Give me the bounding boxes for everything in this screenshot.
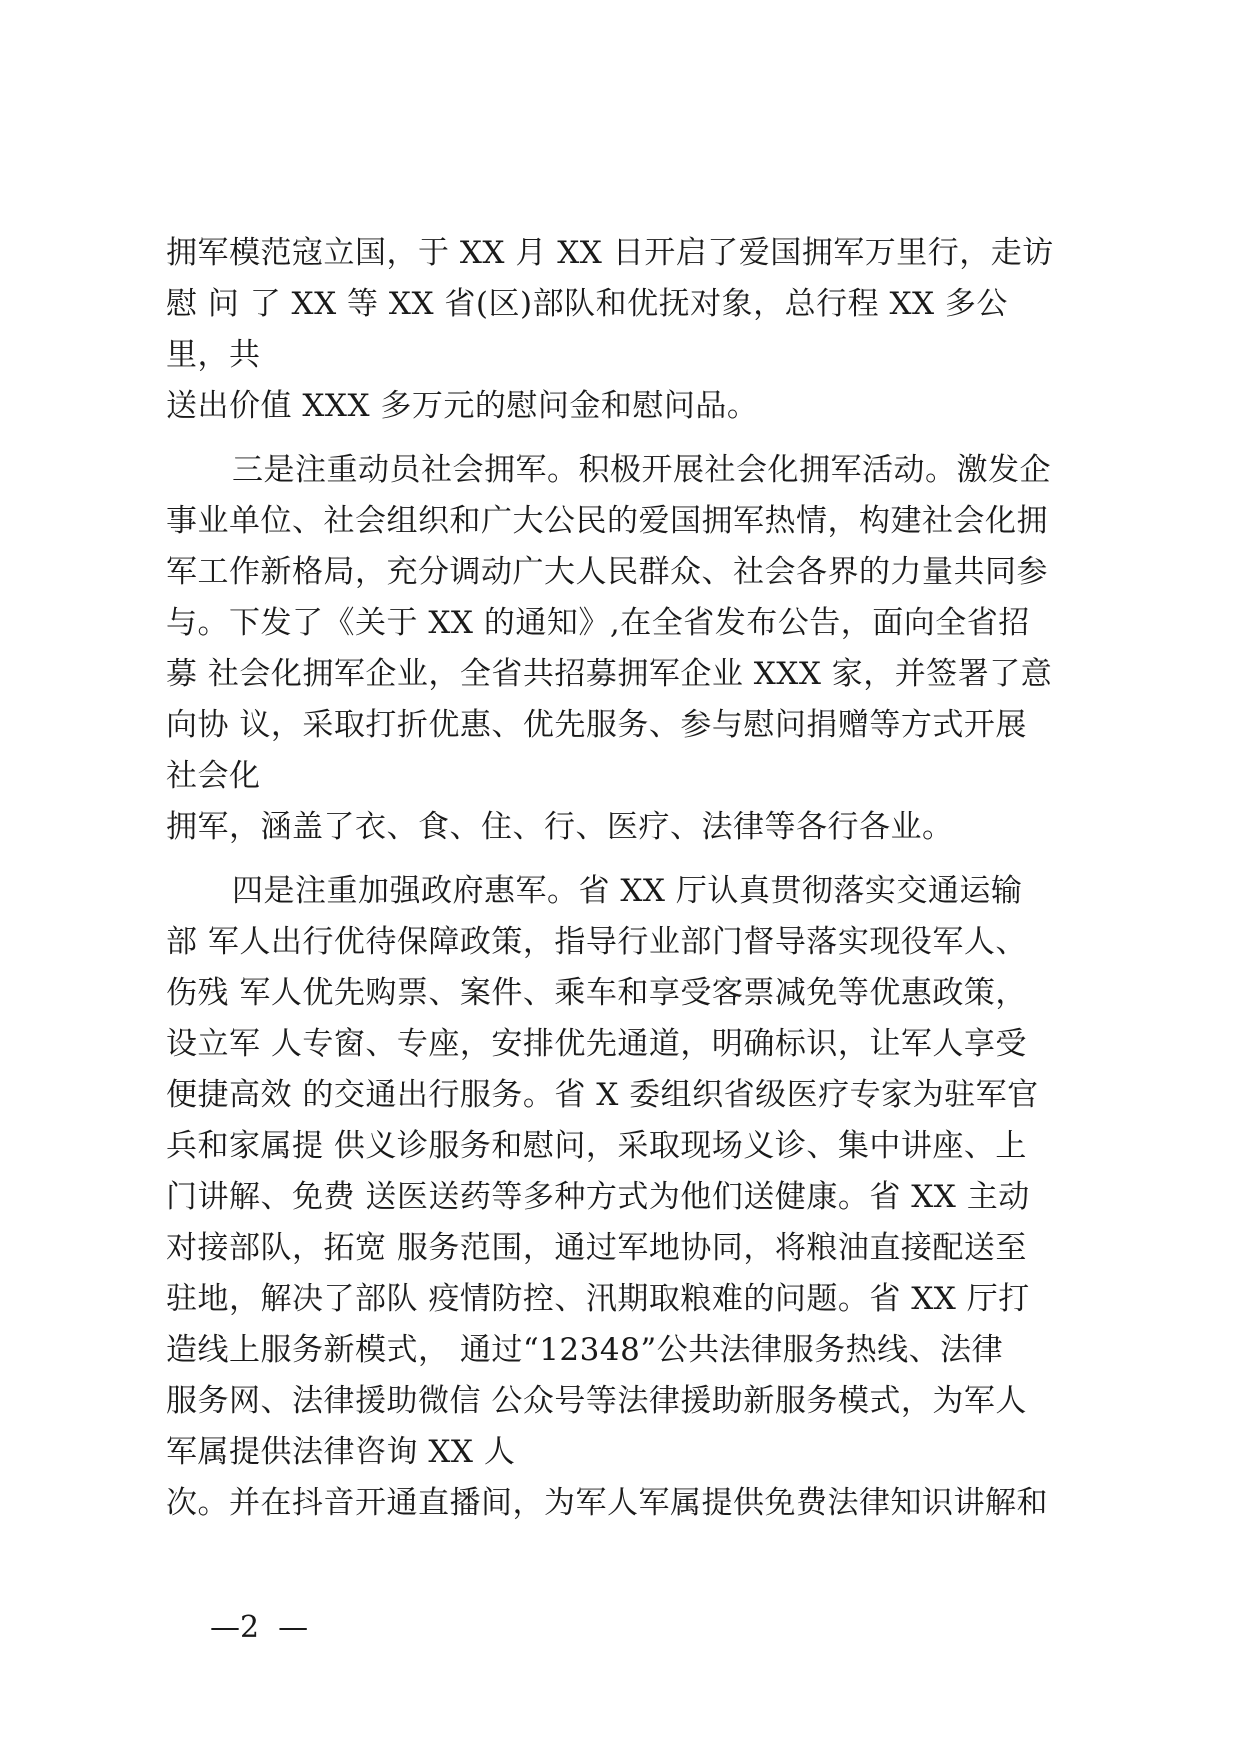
paragraph-4-line: 驻地，解决了部队 疫情防控、汛期取粮难的问题。省 XX 厅打 xyxy=(166,1281,1030,1317)
paragraph-4-line: 便捷高效 的交通出行服务。省 X 委组织省级医疗专家为驻军官 xyxy=(166,1077,1039,1113)
paragraph-4-line: 伤残 军人优先购票、案件、乘车和享受客票减免等优惠政策， xyxy=(166,975,1027,1011)
paragraph-3-line: 与。下发了《关于 XX 的通知》,在全省发布公告，面向全省招 xyxy=(166,605,1030,641)
paragraph-2-continuation-line: 拥军模范寇立国，于 XX 月 XX 日开启了爱国拥军万里行，走访 xyxy=(166,235,1054,271)
paragraph-4-line: 设立军 人专窗、专座，安排优先通道，明确标识，让军人享受 xyxy=(166,1026,1027,1062)
paragraph-4-line: 次。并在抖音开通直播间，为军人军属提供免费法律知识讲解和 xyxy=(166,1485,1048,1521)
paragraph-3-line: 事业单位、社会组织和广大公民的爱国拥军热情，构建社会化拥 xyxy=(166,503,1048,539)
paragraph-4-line: 四是注重加强政府惠军。省 XX 厅认真贯彻落实交通运输 xyxy=(232,873,1023,909)
paragraph-4-line: 兵和家属提 供义诊服务和慰问，采取现场义诊、集中讲座、上 xyxy=(166,1128,1027,1164)
paragraph-4-line: 对接部队，拓宽 服务范围，通过军地协同，将粮油直接配送至 xyxy=(166,1230,1027,1266)
paragraph-4-line: 造线上服务新模式， 通过“12348”公共法律服务热线、法律 xyxy=(166,1332,1004,1368)
document-body xyxy=(166,228,1086,1529)
page-number: —2 — xyxy=(210,1610,309,1645)
paragraph-3-line: 拥军，涵盖了衣、食、住、行、医疗、法律等各行各业。 xyxy=(166,809,954,845)
paragraph-3-line: 军工作新格局，充分调动广大人民群众、社会各界的力量共同参 xyxy=(166,554,1048,590)
paragraph-4-line: 门讲解、免费 送医送药等多种方式为他们送健康。省 XX 主动 xyxy=(166,1179,1030,1215)
paragraph-3-line: 三是注重动员社会拥军。积极开展社会化拥军活动。激发企 xyxy=(232,452,1051,488)
paragraph-2-continuation-line: 慰 问 了 XX 等 XX 省(区)部队和优抚对象，总行程 XX 多公 xyxy=(166,286,1008,322)
paragraph-2-continuation-line: 送出价值 XXX 多万元的慰问金和慰问品。 xyxy=(166,388,759,424)
paragraph-3-line: 募 社会化拥军企业，全省共招募拥军企业 XXX 家，并签署了意 xyxy=(166,656,1053,692)
paragraph-2-continuation-line: 里，共 xyxy=(166,337,261,373)
paragraph-4-line: 军属提供法律咨询 XX 人 xyxy=(166,1434,516,1470)
paragraph-3-line: 社会化 xyxy=(166,758,261,794)
paragraph-3-line: 向协 议，采取打折优惠、优先服务、参与慰问捐赠等方式开展 xyxy=(166,707,1027,743)
paragraph-4-line: 部 军人出行优待保障政策，指导行业部门督导落实现役军人、 xyxy=(166,924,1027,960)
paragraph-4-line: 服务网、法律援助微信 公众号等法律援助新服务模式，为军人 xyxy=(166,1383,1027,1419)
